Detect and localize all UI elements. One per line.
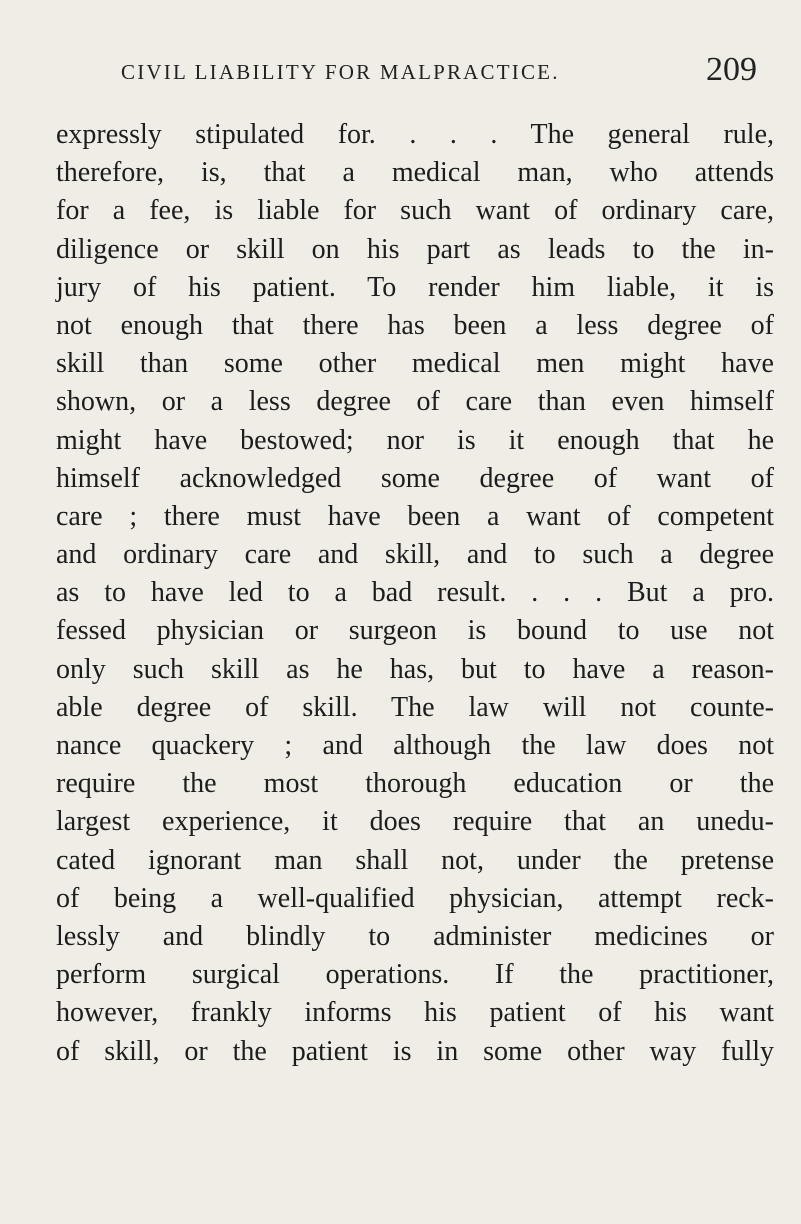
body-text xyxy=(56,116,774,1071)
text-line: of being a well-qualified physician, attempt reck- xyxy=(56,882,774,914)
text-line: nance quackery ; and although the law does not xyxy=(56,730,774,761)
text-line: perform surgical operations. If the practitioner, xyxy=(56,959,774,991)
text-line: as to have led to a bad result. . . . But a pro. xyxy=(56,577,774,609)
text-line: cated ignorant man shall not, under the pretense xyxy=(56,844,774,876)
text-line: only such skill as he has, but to have a reason- xyxy=(56,653,774,685)
page-number: 209 xyxy=(706,51,757,88)
text-line: not enough that there has been a less degree of xyxy=(56,309,774,341)
text-line: diligence or skill on his part as leads to the in- xyxy=(56,233,774,265)
running-head xyxy=(56,51,757,99)
text-line: might have bestowed; nor is it enough that he xyxy=(56,424,774,456)
text-line: himself acknowledged some degree of want of xyxy=(56,462,774,494)
text-line: of skill, or the patient is in some other way fully xyxy=(56,1035,774,1067)
text-line: expressly stipulated for. . . . The general rule, xyxy=(56,119,774,150)
text-line: jury of his patient. To render him liable, it is xyxy=(56,271,774,303)
text-line: require the most thorough education or the xyxy=(56,768,774,800)
text-line: therefore, is, that a medical man, who attends xyxy=(56,157,774,189)
text-line: fessed physician or surgeon is bound to use not xyxy=(56,615,774,647)
text-line: largest experience, it does require that an unedu- xyxy=(56,806,774,838)
running-title: CIVIL LIABILITY FOR MALPRACTICE. xyxy=(121,60,560,84)
text-line: skill than some other medical men might have xyxy=(56,348,774,380)
text-line: shown, or a less degree of care than even himself xyxy=(56,386,774,418)
text-line: however, frankly informs his patient of his want xyxy=(56,997,774,1029)
text-line: and ordinary care and skill, and to such a degree xyxy=(56,539,774,571)
text-line: care ; there must have been a want of competent xyxy=(56,500,774,532)
text-line: able degree of skill. The law will not counte- xyxy=(56,691,774,723)
text-line: for a fee, is liable for such want of ordinary care, xyxy=(56,195,774,227)
text-line: lessly and blindly to administer medicines or xyxy=(56,920,774,952)
